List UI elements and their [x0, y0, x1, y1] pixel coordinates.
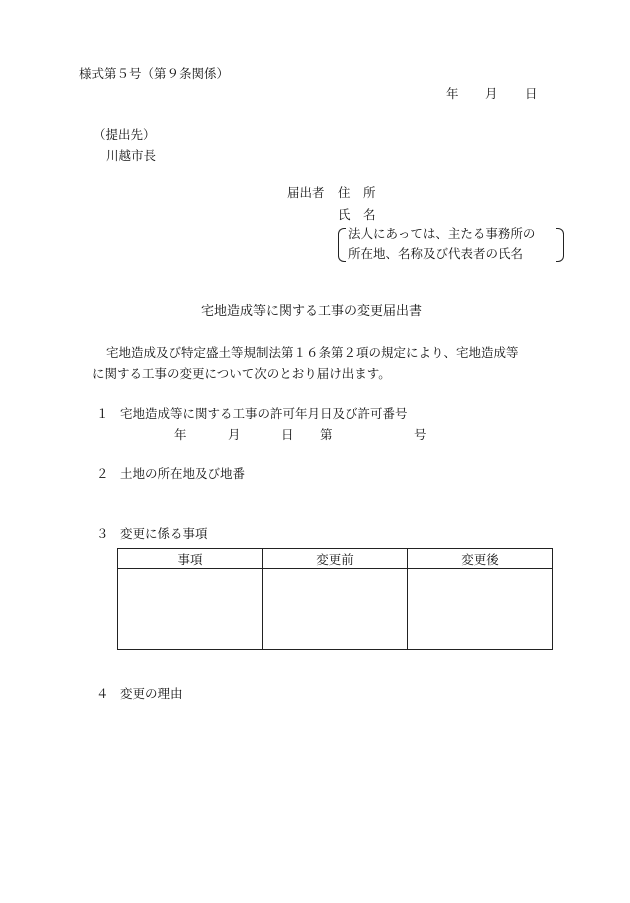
- item-cell[interactable]: [118, 569, 263, 650]
- right-bracket: [556, 228, 564, 262]
- permit-number-suffix: 号: [414, 427, 427, 442]
- date-day-label: 日: [525, 86, 538, 101]
- body-text-line2: に関する工事の変更について次のとおり届け出ます。: [92, 366, 391, 381]
- changes-table: [117, 548, 553, 650]
- item-1-number: １: [96, 406, 109, 421]
- left-bracket: [338, 228, 346, 262]
- item-4-label: 変更の理由: [120, 686, 183, 701]
- item-1-label: 宅地造成等に関する工事の許可年月日及び許可番号: [120, 406, 408, 421]
- permit-day-label: 日: [281, 427, 294, 442]
- item-3-number: ３: [96, 526, 109, 541]
- date-year-label: 年: [446, 86, 459, 101]
- item-2-number: ２: [96, 466, 109, 481]
- applicant-title: 届出者: [287, 185, 325, 200]
- corporation-note-line1: 法人にあっては、主たる事務所の: [348, 226, 536, 241]
- corporation-note-line2: 所在地、名称及び代表者の氏名: [348, 246, 524, 261]
- table-header-after: 変更後: [408, 549, 553, 569]
- after-cell[interactable]: [408, 569, 553, 650]
- table-header-item: 事項: [118, 549, 263, 569]
- permit-year-label: 年: [174, 427, 187, 442]
- item-4-number: ４: [96, 686, 109, 701]
- table-row: [118, 569, 553, 650]
- permit-month-label: 月: [228, 427, 241, 442]
- item-3-label: 変更に係る事項: [120, 526, 208, 541]
- submit-to-label: （提出先）: [93, 127, 156, 142]
- permit-number-prefix: 第: [320, 427, 333, 442]
- document-title: 宅地造成等に関する工事の変更届出書: [201, 304, 423, 319]
- address-label: 住 所: [338, 185, 376, 200]
- before-cell[interactable]: [263, 569, 408, 650]
- body-text-line1: 宅地造成及び特定盛土等規制法第１６条第２項の規定により、宅地造成等: [106, 345, 519, 360]
- item-2-label: 土地の所在地及び地番: [120, 466, 246, 481]
- submit-to-recipient: 川越市長: [106, 148, 157, 163]
- date-month-label: 月: [485, 86, 498, 101]
- form-number: 様式第５号（第９条関係）: [79, 66, 230, 81]
- name-label: 氏 名: [338, 207, 376, 222]
- table-header-row: [118, 549, 553, 569]
- table-header-before: 変更前: [263, 549, 408, 569]
